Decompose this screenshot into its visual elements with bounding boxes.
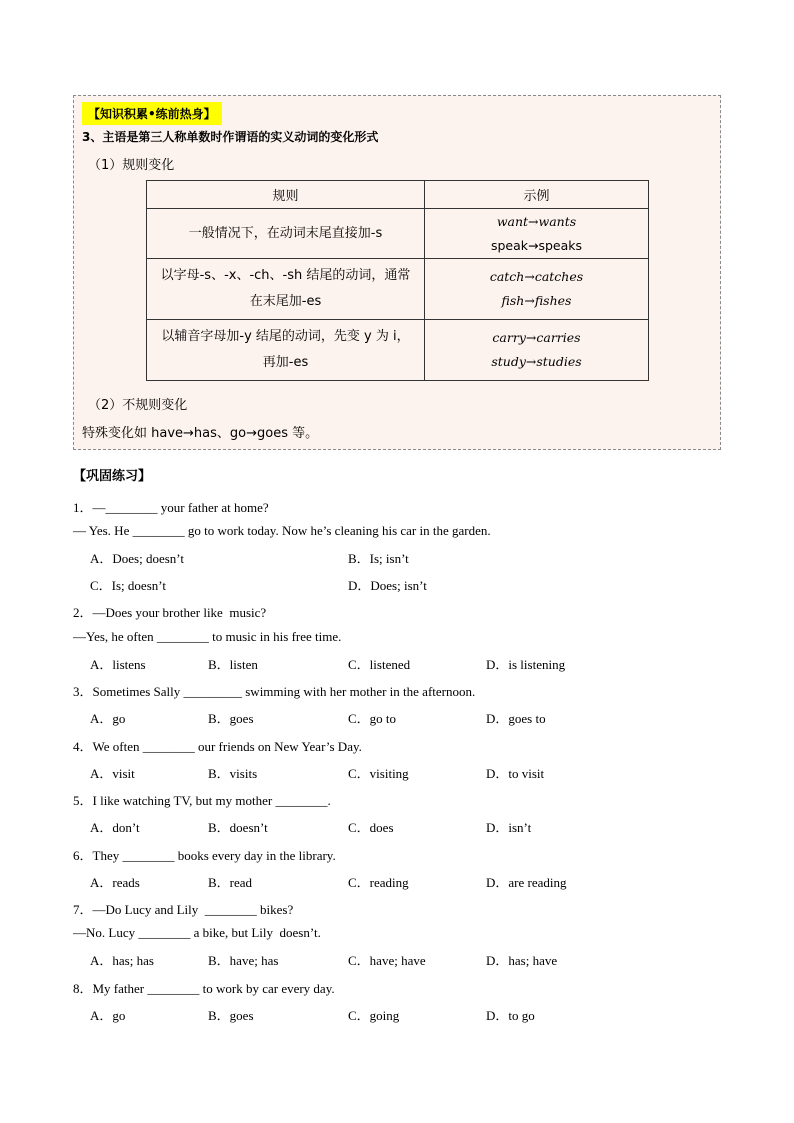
option-d[interactable]: D．are reading <box>486 875 567 890</box>
rules-table <box>146 180 649 381</box>
question-text: 4．We often ________ our friends on New Year’s Day. <box>73 739 362 754</box>
option-c[interactable]: C．visiting <box>348 766 409 781</box>
option-b[interactable]: B．goes <box>208 1008 254 1023</box>
option-d[interactable]: D．goes to <box>486 711 546 726</box>
option-d[interactable]: D．Does; isn’t <box>348 578 427 593</box>
option-a[interactable]: A．reads <box>90 875 140 890</box>
option-c[interactable]: C．listened <box>348 657 411 672</box>
header-rule: 规则 <box>147 181 425 209</box>
option-a[interactable]: A．has; has <box>90 953 154 968</box>
option-d[interactable]: D．is listening <box>486 657 566 672</box>
example-line: fish→fishes <box>501 293 572 308</box>
question-text: 2．—Does your brother like music? <box>73 605 267 620</box>
option-a[interactable]: A．listens <box>90 657 146 672</box>
option-a[interactable]: A．go <box>90 1008 126 1023</box>
option-a[interactable]: A．visit <box>90 766 135 781</box>
option-c[interactable]: C．going <box>348 1008 400 1023</box>
table-row <box>147 259 649 320</box>
question-text: 6．They ________ books every day in the library. <box>73 848 336 863</box>
irregular-note: 特殊变化如 have→has、go→goes 等。 <box>82 426 319 441</box>
option-c[interactable]: C．go to <box>348 711 397 726</box>
option-d[interactable]: D．has; have <box>486 953 558 968</box>
example-line: want→wants <box>496 213 577 229</box>
question-text: 1．—________ your father at home? <box>73 500 269 515</box>
option-b[interactable]: B．goes <box>208 711 254 726</box>
example-line: speak→speaks <box>490 237 583 253</box>
regular-label: （1）规则变化 <box>88 158 175 173</box>
option-d[interactable]: D．to go <box>486 1008 535 1023</box>
option-d[interactable]: D．to visit <box>486 766 545 781</box>
example-line: catch→catches <box>489 269 584 284</box>
option-b[interactable]: B．doesn’t <box>208 820 268 835</box>
option-b[interactable]: B．read <box>208 875 253 890</box>
example-cell <box>425 209 649 259</box>
knowledge-box <box>73 95 721 450</box>
question-text: 3．Sometimes Sally _________ swimming with her mother in the afternoon. <box>73 684 476 699</box>
question-text: 8．My father ________ to work by car every day. <box>73 981 335 996</box>
rule-cell: 一般情况下，在动词末尾直接加-s <box>147 209 425 259</box>
example-cell <box>425 320 649 381</box>
table-row <box>147 209 649 259</box>
option-b[interactable]: B．listen <box>208 657 258 672</box>
question-text: — Yes. He ________ go to work today. Now he’s cleaning his car in the garden. <box>73 523 491 538</box>
question-text: 5．I like watching TV, but my mother ________. <box>73 793 331 808</box>
question-text: —No. Lucy ________ a bike, but Lily doesn’t. <box>73 925 321 940</box>
irregular-label: （2）不规则变化 <box>88 398 188 413</box>
question-text: —Yes, he often ________ to music in his free time. <box>73 629 342 644</box>
option-d[interactable]: D．isn’t <box>486 820 532 835</box>
example-line: study→studies <box>491 354 582 369</box>
rule-cell: 以辅音字母加-y 结尾的动词，先变 y 为 i，再加-es <box>147 320 425 381</box>
option-b[interactable]: B．have; has <box>208 953 279 968</box>
table-row <box>147 320 649 381</box>
header-example: 示例 <box>425 181 649 209</box>
example-cell <box>425 259 649 320</box>
option-b[interactable]: B．visits <box>208 766 258 781</box>
knowledge-heading: 3、主语是第三人称单数时作谓语的实义动词的变化形式 <box>82 130 379 144</box>
practice-title: 【巩固练习】 <box>73 469 152 484</box>
knowledge-title: 【知识积累•练前热身】 <box>82 102 222 125</box>
option-c[interactable]: C．reading <box>348 875 409 890</box>
option-a[interactable]: A．Does; doesn’t <box>90 551 185 566</box>
option-a[interactable]: A．go <box>90 711 126 726</box>
example-line: carry→carries <box>492 330 581 345</box>
option-c[interactable]: C．have; have <box>348 953 426 968</box>
option-c[interactable]: C．does <box>348 820 394 835</box>
option-b[interactable]: B．Is; isn’t <box>348 551 409 566</box>
question-text: 7．—Do Lucy and Lily ________ bikes? <box>73 902 294 917</box>
table-header-row <box>147 181 649 209</box>
option-a[interactable]: A．don’t <box>90 820 140 835</box>
rule-cell: 以字母-s、-x、-ch、-sh 结尾的动词，通常在末尾加-es <box>147 259 425 320</box>
option-c[interactable]: C．Is; doesn’t <box>90 578 166 593</box>
